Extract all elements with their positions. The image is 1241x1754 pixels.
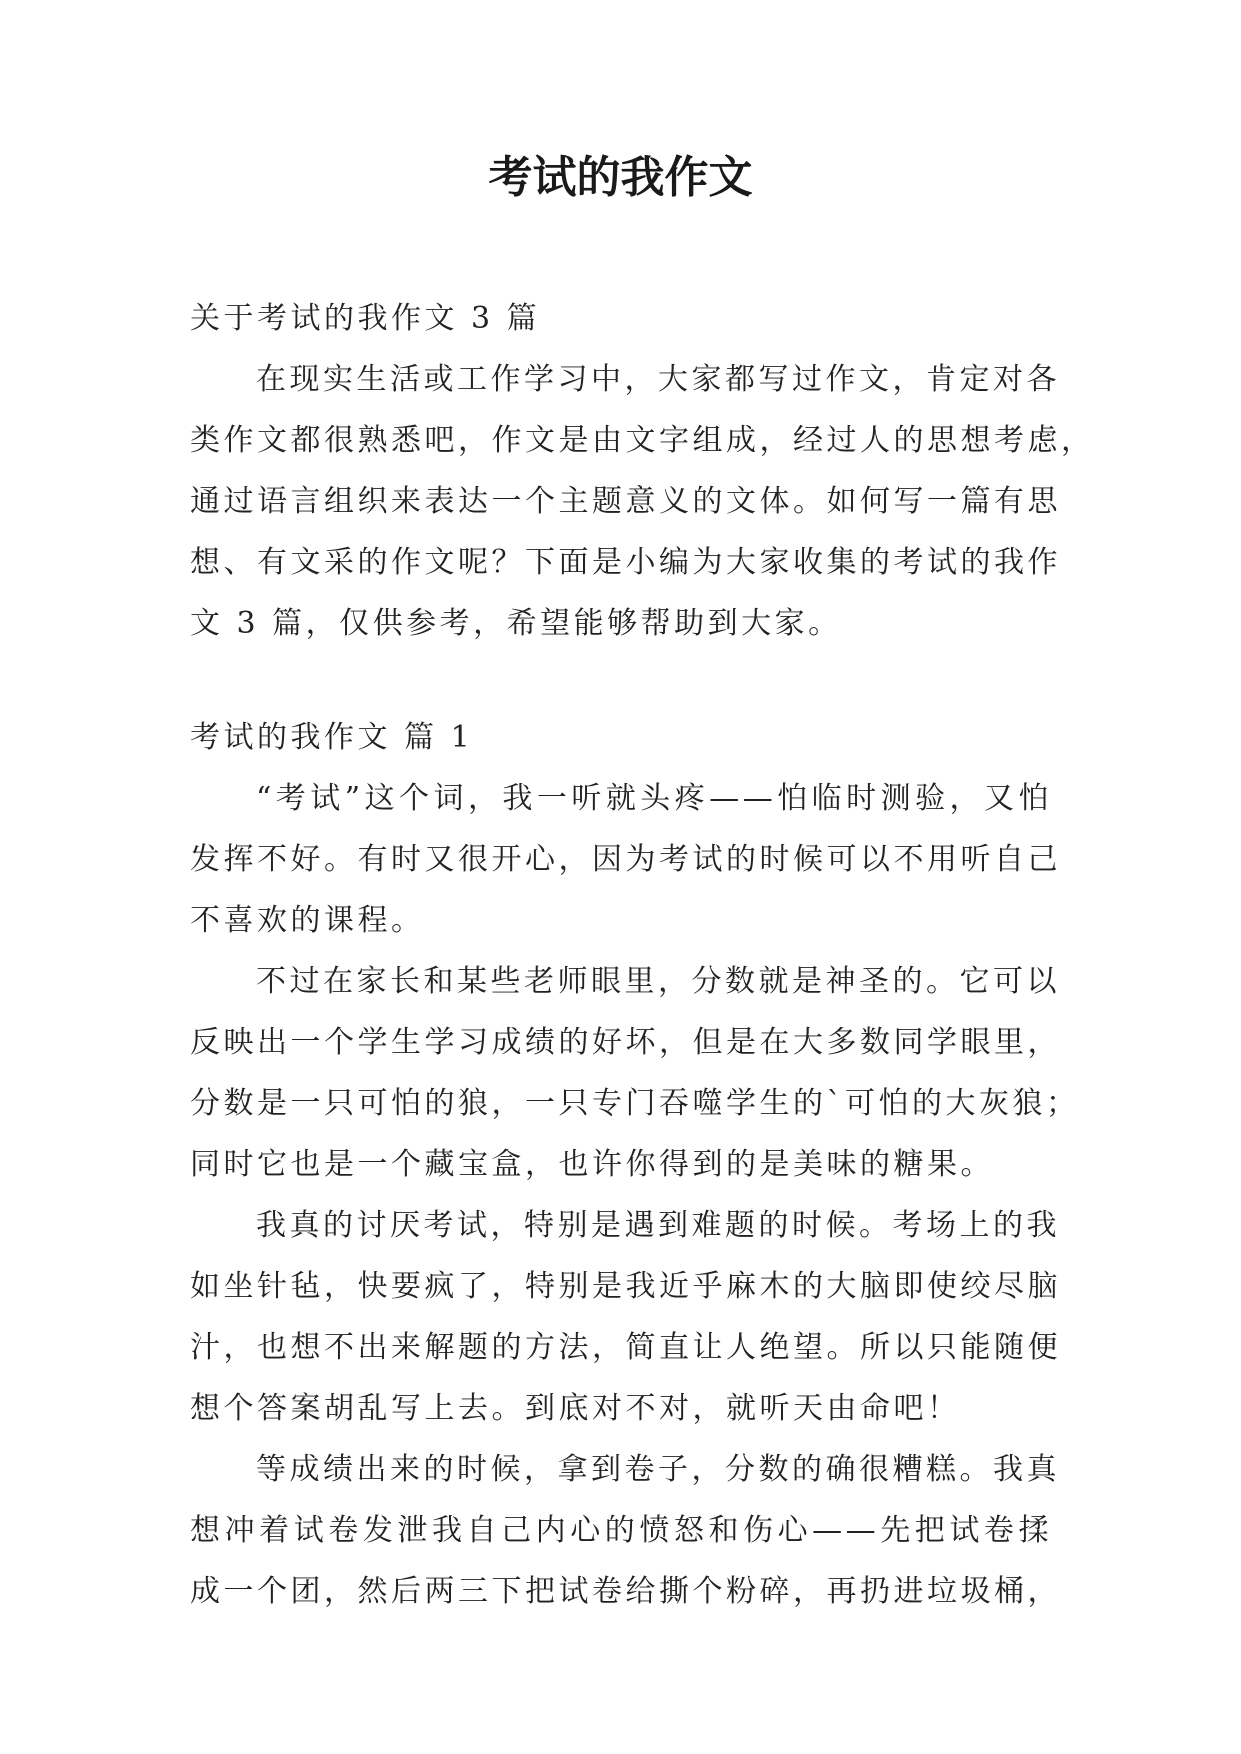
paragraph-line: 如坐针毡，快要疯了，特别是我近乎麻木的大脑即使绞尽脑 (190, 1269, 1061, 1304)
section-gap (190, 654, 1052, 707)
paragraph-line: 不喜欢的课程。 (190, 903, 425, 938)
intro-paragraph-line: 文 3 篇，仅供参考，希望能够帮助到大家。 (190, 606, 842, 641)
document-body (190, 288, 1095, 1622)
paragraph-line: 等成绩出来的时候，拿到卷子，分数的确很糟糕。我真 (256, 1452, 1060, 1487)
paragraph-line: “考试”这个词，我一听就头疼——怕临时测验，又怕 (256, 781, 1052, 816)
intro-heading: 关于考试的我作文 3 篇 (190, 301, 541, 336)
paragraph-line: 成一个团，然后两三下把试卷给撕个粉碎，再扔进垃圾桶， (190, 1574, 1061, 1609)
section-heading: 考试的我作文 篇 1 (190, 720, 474, 755)
paragraph-line: 汁，也想不出来解题的方法，简直让人绝望。所以只能随便 (190, 1330, 1061, 1365)
intro-paragraph-line: 在现实生活或工作学习中，大家都写过作文，肯定对各 (256, 362, 1060, 397)
paragraph-line: 想个答案胡乱写上去。到底对不对，就听天由命吧！ (190, 1391, 961, 1426)
paragraph-line: 我真的讨厌考试，特别是遇到难题的时候。考场上的我 (256, 1208, 1060, 1243)
paragraph-line: 分数是一只可怕的狼，一只专门吞噬学生的`可怕的大灰狼； (190, 1086, 1080, 1121)
paragraph-line: 反映出一个学生学习成绩的好坏，但是在大多数同学眼里， (190, 1025, 1061, 1060)
paragraph-line: 想冲着试卷发泄我自己内心的愤怒和伤心——先把试卷揉 (190, 1513, 1052, 1548)
intro-paragraph-line: 类作文都很熟悉吧，作文是由文字组成，经过人的思想考虑， (190, 423, 1095, 458)
paragraph-line: 不过在家长和某些老师眼里，分数就是神圣的。它可以 (256, 964, 1060, 999)
intro-paragraph-line: 想、有文采的作文呢？下面是小编为大家收集的考试的我作 (190, 545, 1061, 580)
paragraph-line: 同时它也是一个藏宝盒，也许你得到的是美味的糖果。 (190, 1147, 994, 1182)
paragraph-line: 发挥不好。有时又很开心，因为考试的时候可以不用听自己 (190, 842, 1061, 877)
document-title: 考试的我作文 (488, 152, 753, 203)
intro-paragraph-line: 通过语言组织来表达一个主题意义的文体。如何写一篇有思 (190, 484, 1061, 519)
